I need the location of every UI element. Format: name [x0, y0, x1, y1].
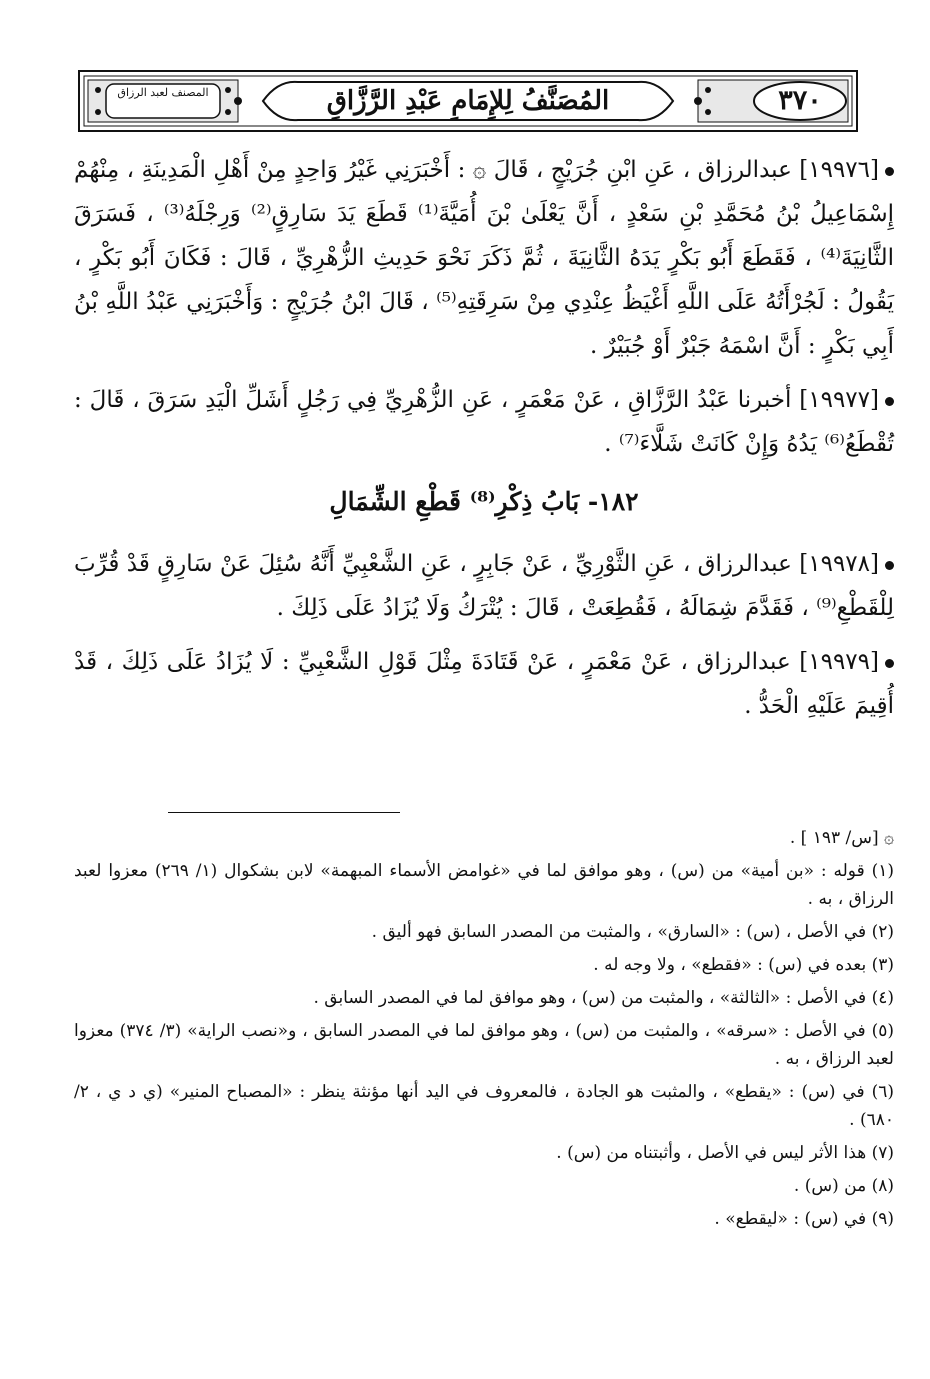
hadith-paragraph	[74, 542, 894, 630]
footnote: (١) قوله : «بن أمية» من (س) ، وهو موافق لما في «غوامض الأسماء المبهمة» لابن بشكوال (١/ ٢٦٩) معزوا لعبد الرزاق ، به .	[74, 861, 894, 909]
footnote: (٦) في (س) : «يقطع» ، والمثبت هو الجادة ، فالمعروف في اليد أنها مؤنثة ينظر : «المصباح المنير» (ي د ي ، ٢/ ٦٨٠) .	[74, 1082, 894, 1130]
footnote: (٨) من (س) .	[793, 1176, 894, 1196]
hadith-text: [١٩٩٧٦] عبدالرزاق ، عَنِ ابْنِ جُرَيْجٍ ، قَالَ ۞ : أَخْبَرَنِي غَيْرُ وَاحِدٍ مِنْ أَهْلِ الْمَدِينَةِ ، مِنْهُمْ إِسْمَاعِيلُ بْنُ مُحَمَّدِ بْنِ سَعْدٍ ، أَنَّ يَعْلَىٰ بْنَ أُمَيَّةَ⁽¹⁾ قَطَعَ يَدَ سَارِقٍ⁽²⁾ وَرِجْلَهُ⁽³⁾ ، فَسَرَقَ الثَّانِيَةَ⁽⁴⁾ ، فَقَطَعَ أَبُو بَكْرٍ يَدَهُ الثَّانِيَةَ ، ثُمَّ ذَكَرَ نَحْوَ حَدِيثِ الزُّهْرِيِّ ، قَالَ : فَكَانَ أَبُو بَكْرٍ ، يَقُولُ : لَجُرْأَتُهُ عَلَى اللَّهِ أَغْيَظُ عِنْدِي مِنْ سَرِقَتِهِ⁽⁵⁾ ، قَالَ ابْنُ جُرَيْجٍ : وَأَخْبَرَنِي عَبْدُ اللَّهِ بْنُ أَبِي بَكْرٍ : أَنَّ اسْمَهُ جَبْرٌ أَوْ جُبَيْرٌ .	[74, 157, 894, 359]
page-number: ٣٧٠	[778, 85, 822, 116]
page-header	[78, 70, 858, 132]
hadith-paragraph	[74, 378, 894, 466]
bullet-icon	[885, 561, 894, 570]
footnote: (٥) في الأصل : «سرقه» ، والمثبت من (س) ، وهو موافق لما في المصدر السابق ، و«نصب الراية» (٣/ ٣٧٤) معزوا لعبد الرزاق ، به .	[74, 1021, 894, 1069]
footnote: (٤) في الأصل : «الثالثة» ، والمثبت من (س) ، وهو موافق لما في المصدر السابق .	[313, 988, 894, 1008]
hadith-text: [١٩٩٧٧] أخبرنا عَبْدُ الرَّزَّاقِ ، عَنْ مَعْمَرٍ ، عَنِ الزُّهْرِيِّ فِي رَجُلٍ أَشَلِّ الْيَدِ سَرَقَ ، قَالَ : تُقْطَعُ⁽⁶⁾ يَدُهُ وَإِنْ كَانَتْ شَلَّاءَ⁽⁷⁾ .	[74, 387, 894, 457]
main-text	[74, 148, 894, 738]
bullet-icon	[885, 659, 894, 668]
hadith-paragraph	[74, 148, 894, 368]
hadith-paragraph	[74, 640, 894, 728]
bullet-icon	[885, 167, 894, 176]
footnotes	[74, 824, 894, 1238]
chapter-title: ١٨٢- بَابُ ذِكْرِ⁽⁸⁾ قَطْعِ الشِّمَالِ	[329, 487, 639, 516]
footnote: (٣) بعده في (س) : «فقطع» ، ولا وجه له .	[593, 955, 894, 975]
footnote: (٧) هذا الأثر ليس في الأصل ، وأثبتناه من (س) .	[556, 1143, 894, 1163]
bullet-icon	[885, 397, 894, 406]
footnote: (٩) في (س) : «ليقطع» .	[714, 1209, 894, 1229]
running-title: المُصَنَّفُ لِلإِمَامِ عَبْدِ الرَّزَّاقِ	[326, 86, 610, 116]
hadith-text: [١٩٩٧٨] عبدالرزاق ، عَنِ الثَّوْرِيِّ ، عَنْ جَابِرٍ ، عَنِ الشَّعْبِيِّ أَنَّهُ سُئِلَ عَنْ سَارِقٍ قَدْ قُرِّبَ لِلْقَطْعِ⁽⁹⁾ ، فَقَدَّمَ شِمَالَهُ ، فَقُطِعَتْ ، قَالَ : يُتْرَكُ وَلَا يُزَادُ عَلَى ذَلِكَ .	[74, 551, 894, 621]
footnote: ۞ [س/ ١٩٣ ] .	[789, 828, 894, 848]
footnote-divider	[168, 812, 400, 813]
hadith-text: [١٩٩٧٩] عبدالرزاق ، عَنْ مَعْمَرٍ ، عَنْ قَتَادَةَ مِثْلَ قَوْلِ الشَّعْبِيِّ : لَا يُزَادُ عَلَى ذَلِكَ ، قَدْ أُقِيمَ عَلَيْهِ الْحَدُّ .	[74, 649, 894, 719]
logo-text: المصنف لعبد الرزاق	[117, 86, 209, 99]
footnote: (٢) في الأصل ، (س) : «السارق» ، والمثبت من المصدر السابق فهو أليق .	[371, 922, 894, 942]
